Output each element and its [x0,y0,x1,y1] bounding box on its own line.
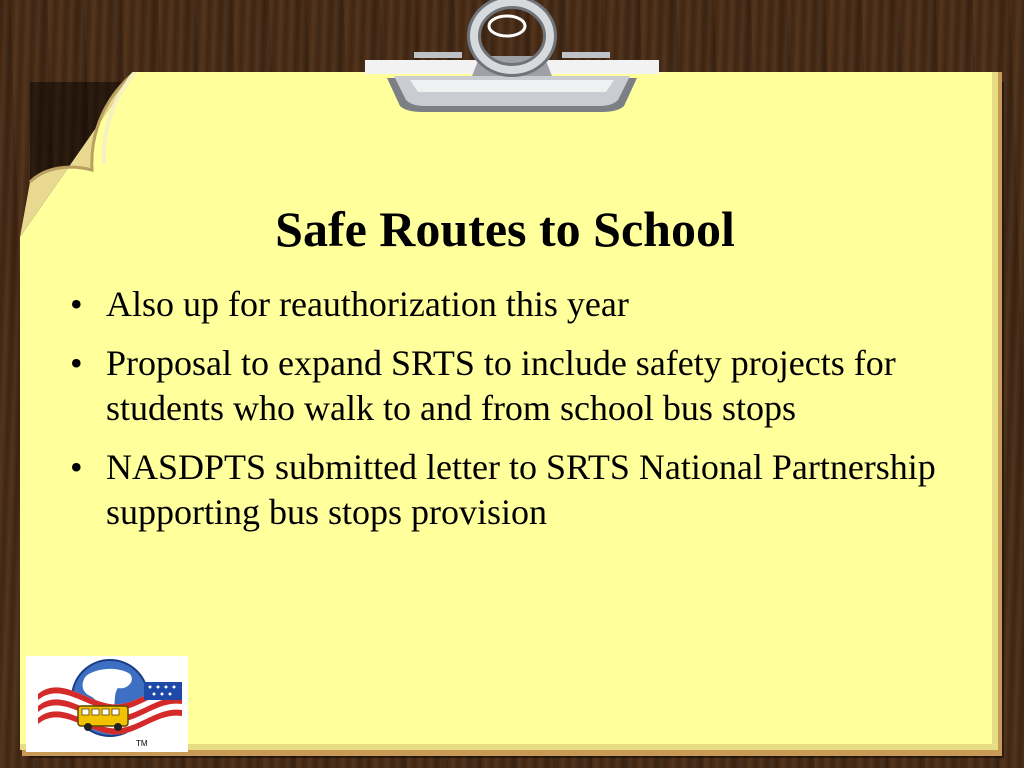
bullet-text: Also up for reauthorization this year [106,284,629,324]
bullet-marker: • [70,284,83,324]
slide-title: Safe Routes to School [275,200,735,257]
bullet-list [68,282,968,549]
nasdpts-logo [26,656,188,752]
bullet-text: NASDPTS submitted letter to SRTS National Partnership supporting bus stops provision [106,447,936,532]
trademark-mark: TM [136,739,148,748]
bullet-item [68,282,968,327]
bullet-item [68,445,968,535]
bullet-marker: • [70,447,83,487]
binder-clip-icon [362,0,662,115]
bullet-marker: • [70,343,83,383]
bullet-item [68,341,968,431]
bullet-text: Proposal to expand SRTS to include safety projects for students who walk to and from school bus stops [106,343,896,428]
flag-globe-bus-icon [26,656,188,752]
